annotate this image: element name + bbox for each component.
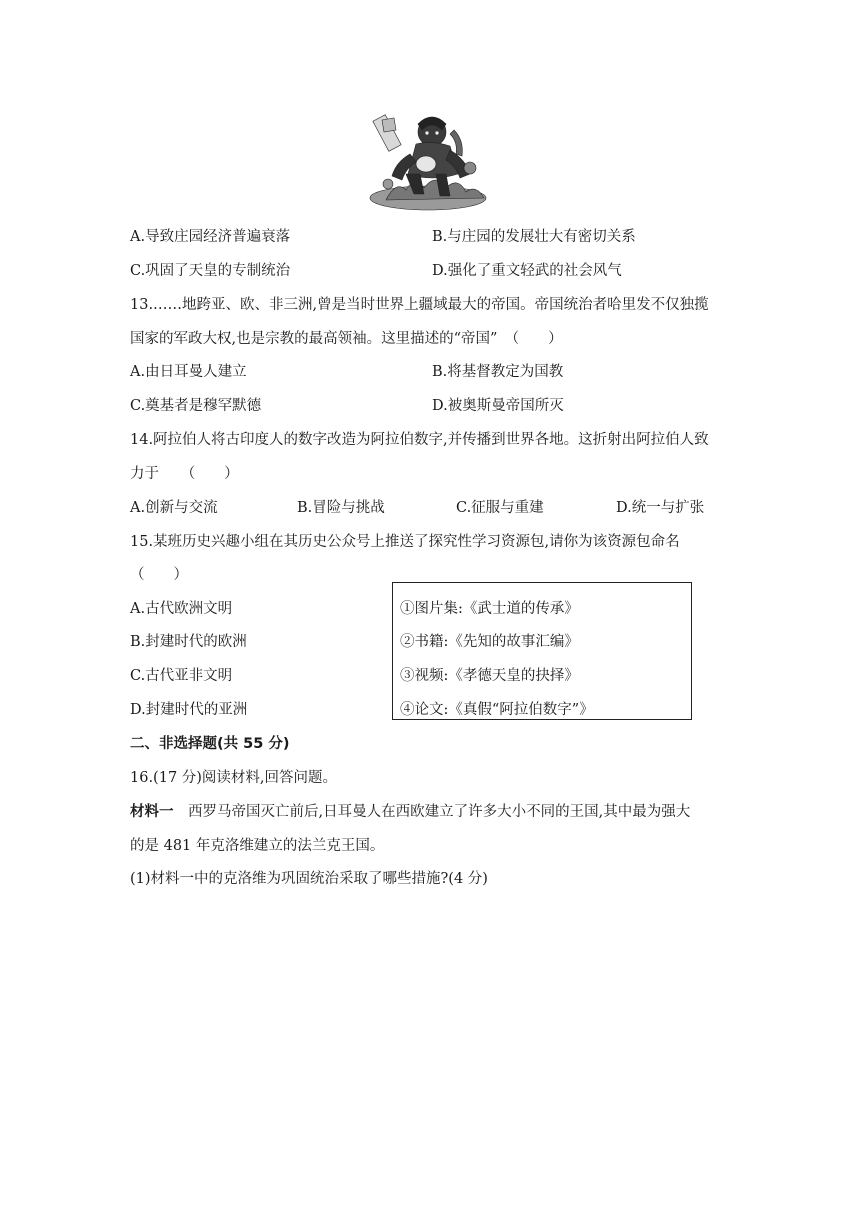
q16-material-line2: 的是 481 年克洛维建立的法兰克王国。	[130, 838, 385, 854]
q16-sub1: (1)材料一中的克洛维为巩固统治采取了哪些措施?(4 分)	[130, 871, 488, 887]
q13-stem-line1: 13.……地跨亚、欧、非三洲,曾是当时世界上疆域最大的帝国。帝国统治者哈里发不仅独揽	[130, 297, 709, 313]
q12-option-d[interactable]: D.强化了重文轻武的社会风气	[432, 263, 622, 279]
q15-option-d[interactable]: D.封建时代的亚洲	[130, 702, 248, 718]
q13-option-a[interactable]: A.由日耳曼人建立	[130, 364, 247, 380]
q16-intro: 16.(17 分)阅读材料,回答问题。	[130, 770, 338, 786]
q12-option-a[interactable]: A.导致庄园经济普遍衰落	[130, 229, 291, 245]
q12-option-b[interactable]: B.与庄园的发展壮大有密切关系	[432, 229, 636, 245]
q12-option-c[interactable]: C.巩固了天皇的专制统治	[130, 263, 291, 279]
q14-option-b[interactable]: B.冒险与挑战	[297, 500, 385, 516]
q14-stem-line1: 14.阿拉伯人将古印度人的数字改造为阿拉伯数字,并传播到世界各地。这折射出阿拉伯人致	[130, 432, 709, 448]
q13-option-c[interactable]: C.奠基者是穆罕默德	[130, 398, 262, 414]
q15-box-item-2: ②书籍:《先知的故事汇编》	[400, 634, 579, 650]
q13-option-b[interactable]: B.将基督教定为国教	[432, 364, 564, 380]
section2-heading: 二、非选择题(共 55 分)	[130, 736, 290, 752]
q15-option-b[interactable]: B.封建时代的欧洲	[130, 634, 247, 650]
q16-material-text1: 西罗马帝国灭亡前后,日耳曼人在西欧建立了许多大小不同的王国,其中最为强大	[173, 804, 691, 820]
q15-stem-line2: （ ）	[130, 567, 188, 583]
q13-stem-line2: 国家的军政大权,也是宗教的最高领袖。这里描述的“帝国” （ ）	[130, 331, 563, 347]
q15-box-item-4: ④论文:《真假“阿拉伯数字”》	[400, 702, 594, 718]
q16-material-label: 材料一	[130, 804, 174, 820]
samurai-illustration	[366, 110, 490, 212]
q15-box-item-1: ①图片集:《武士道的传承》	[400, 601, 579, 617]
q15-box-item-3: ③视频:《孝德天皇的抉择》	[400, 668, 579, 684]
q14-stem-line2: 力于 （ ）	[130, 466, 239, 482]
q15-stem-line1: 15.某班历史兴趣小组在其历史公众号上推送了探究性学习资源包,请你为该资源包命名	[130, 534, 680, 550]
q14-option-d[interactable]: D.统一与扩张	[616, 500, 705, 516]
q15-option-a[interactable]: A.古代欧洲文明	[130, 601, 233, 617]
q15-option-c[interactable]: C.古代亚非文明	[130, 668, 233, 684]
q14-option-a[interactable]: A.创新与交流	[130, 500, 218, 516]
q13-option-d[interactable]: D.被奥斯曼帝国所灭	[432, 398, 564, 414]
q14-option-c[interactable]: C.征服与重建	[456, 500, 544, 516]
q16-material-line1	[130, 800, 690, 821]
